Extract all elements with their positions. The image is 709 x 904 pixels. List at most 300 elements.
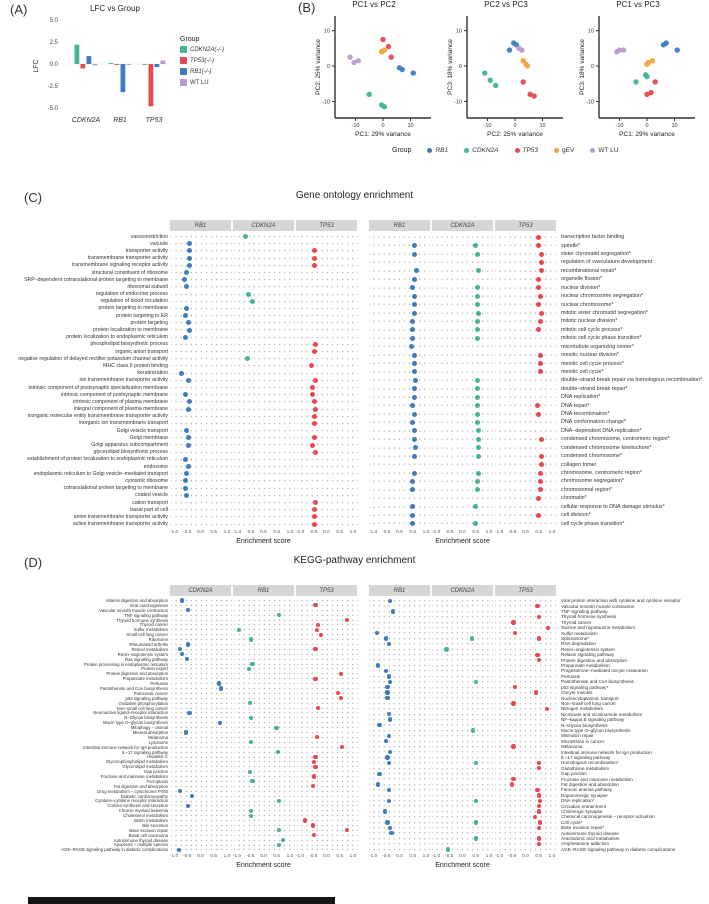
go-term-label: chromosome, centromeric region* [561,470,642,477]
go-term-row [369,309,702,317]
go-term-label: Golgi vesicle transport [116,427,168,434]
facet-axis [432,853,493,860]
facet-cell [369,317,430,325]
axis-tick: 1.0 [548,854,556,860]
axis-tick: -0.5 [309,529,318,535]
enrichment-dot [391,609,395,613]
facet-cell [171,262,232,269]
facet-cell [369,233,430,241]
facet-cell [171,269,232,276]
facet-cell [432,519,493,527]
facet-cell [171,463,232,470]
go-term-label: cellular response to DNA damage stimulus* [561,503,665,510]
facet-cell [297,247,358,254]
svg-text:0: 0 [645,123,649,129]
facet-header: TP53 [296,220,357,231]
go-term-label: condensed chromosome kinetochore* [561,444,652,451]
facet-cell [432,486,493,494]
legend-label: RB1 [435,147,449,154]
axis-tick: 0.0 [459,529,466,535]
facet-axis [296,853,357,860]
facet-cell [495,233,556,241]
axis-tick: 0.5 [409,854,417,860]
pathway-label: Ras signaling pathway [125,656,168,662]
pca-point [389,54,394,59]
facet-cell [432,317,493,325]
axis-tick: -1.0 [232,854,242,860]
go-term-row [4,370,360,377]
axis-tick: 0.0 [197,854,204,860]
svg-text:-10: -10 [483,123,492,129]
enrichment-dot [312,349,317,354]
facet-cell [171,283,232,290]
facet-cell [369,342,430,350]
enrichment-dot [410,513,415,518]
facet-cell [432,444,493,452]
facet-cell [297,463,358,470]
enrichment-dot [277,613,281,617]
enrichment-dot [245,356,250,361]
enrichment-dot [186,320,191,325]
enrichment-dot [536,235,541,240]
facet-cell [297,298,358,305]
svg-text:-10: -10 [322,99,330,106]
go-term-row [4,449,360,456]
facet-cell [297,413,358,420]
go-term-label: intrinsic component of postsynaptic membrane [61,391,168,398]
legend-title: Group [392,147,412,154]
facet-cell [432,351,493,359]
go-term-row [369,342,702,350]
go-term-label: active transmembrane transporter activity [72,521,168,528]
axis-tick: -1.0 [295,854,305,860]
pathway-label: Mineral absorption [132,730,168,735]
facet-cell [171,477,232,484]
go-term-label: vasoconstriction [130,233,168,240]
legend-item [515,147,539,154]
axis-tick: 1.0 [485,854,493,860]
axis-tick: -1.0 [295,529,305,535]
pathway-label: N–Glycan biosynthesis [124,715,168,721]
enrichment-dot [186,642,190,646]
go-term-row [369,376,702,384]
pca-plot-svg [445,12,567,140]
enrichment-dot [412,395,417,400]
facet-cell [234,477,295,484]
go-term-row [369,275,702,283]
pathway-label: Vitamin digestion and absorption [105,597,168,603]
axis-tick: 0.5 [273,529,281,535]
svg-text:0: 0 [326,64,330,70]
lfc-bar-chart [8,10,178,145]
enrichment-dot [412,437,417,442]
svg-text:-10: -10 [351,123,360,129]
panel-d-letter: (D) [24,555,43,570]
enrichment-dot [388,750,392,754]
go-term-label: meiotic cell cycle* [561,368,604,375]
enrichment-dot [474,836,478,840]
facet-cell [234,513,295,520]
pathway-label: Cell cycle* [561,819,583,825]
facet-cell [495,351,556,359]
pathway-label: NF–kappa B signaling pathway [561,717,625,723]
facet-cell [297,312,358,319]
go-term-row [4,413,360,420]
facet-cell [495,309,556,317]
svg-text:RB1: RB1 [113,117,127,124]
pathway-label: Melanoma [561,744,583,750]
enrichment-dot [410,285,415,290]
pca-point [644,74,649,79]
enrichment-dot [190,794,194,798]
enrichment-dot [538,820,542,824]
facet-cell [432,258,493,266]
facet-cell [234,441,295,448]
lfc-bar [93,64,98,65]
axis-tick: -0.5 [183,854,192,860]
pathway-label: Protein export [141,666,168,672]
facet-cell [171,312,232,319]
go-term-label: organelle fission* [561,276,603,283]
pathway-label: Propanoate metabolism [561,663,610,669]
facet-cell [432,393,493,401]
facet-cell [495,847,556,852]
facet-cell [297,255,358,262]
facet-header: RB1 [369,220,430,231]
pca-point [482,70,487,75]
axis-tick: 0.5 [472,529,480,535]
enrichment-dot [311,784,315,788]
facet-cell [171,326,232,333]
go-term-row [369,477,702,485]
pathway-label: Lysosome [148,739,168,745]
facet-cell [297,326,358,333]
enrichment-dot [312,833,316,837]
pca-plot [445,0,567,145]
enrichment-dot [312,248,317,253]
go-term-label: condensed chromosome, centromeric region* [561,436,670,443]
enrichment-dot [377,772,381,776]
enrichment-dot [410,479,415,484]
facet-cell [495,452,556,460]
go-term-row [4,485,360,492]
pathway-label: Mismatch repair [561,733,594,739]
axis-tick: 0.0 [459,854,466,860]
pathway-label: Spliceosome* [561,636,590,642]
facet-cell [369,519,430,527]
pathway-label: Ribosome [148,637,168,643]
facet-cell [495,334,556,342]
pathway-label: Vascular smooth muscle contraction [99,607,168,613]
enrichment-dot [537,636,541,640]
facet-cell [171,305,232,312]
enrichment-dot [313,765,317,769]
svg-text:10: 10 [455,28,462,35]
go-term-label: nuclear chromosome* [561,301,614,308]
go-term-label: establishment of protein localization to endoplasmic reticulum [27,456,168,463]
pathway-label: Renin–angiotensin system [561,646,615,652]
enrichment-dot [187,399,192,404]
svg-text:0.0: 0.0 [49,62,58,68]
facet-cell [432,241,493,249]
go-term-row [4,233,360,240]
go-term-row [4,341,360,348]
legend-label: TP53 [522,147,539,154]
enrichment-dot [187,256,192,261]
axis-tick: -1.0 [232,529,242,535]
enrichment-dot [536,302,541,307]
facet-cell [432,469,493,477]
svg-text:TP53: TP53 [145,117,163,124]
enrichment-dot [274,726,278,730]
enrichment-dot [187,241,192,246]
enrichment-dot [277,799,281,803]
enrichment-dot [536,327,541,332]
facet-cell [495,494,556,502]
enrichment-dot [183,392,188,397]
axis-tick: -0.5 [183,529,192,535]
enrichment-dot [539,311,544,316]
enrichment-dot [184,471,189,476]
pathway-label: Vascular smooth muscle contraction [561,603,635,609]
enrichment-dot [384,669,388,673]
facet-cell [234,449,295,456]
enrichment-dot [537,658,541,662]
axis-tick: 0.5 [336,854,344,860]
facet-cell [432,275,493,283]
axis-tick: -0.5 [508,854,517,860]
pca-point [675,47,680,52]
lfc-bar [115,64,120,65]
enrichment-dot [410,327,415,332]
enrichment-dot [474,799,478,803]
pca-plot [577,0,699,145]
go-term-row [369,317,702,325]
facet-cell [432,376,493,384]
facet-cell [369,284,430,292]
axis-tick: 0.5 [535,854,543,860]
go-term-row [369,359,702,367]
enrichment-dot [476,471,481,476]
axis-tick: 1.0 [349,529,357,535]
facet-cell [297,470,358,477]
enrichment-dot [388,599,392,603]
lfc-bar [149,64,154,106]
axis-tick: 1.0 [223,854,231,860]
enrichment-dot [387,734,391,738]
enrichment-dot [237,628,241,632]
go-term-row [369,258,702,266]
facet-cell [495,393,556,401]
enrichment-dot [385,755,389,759]
pca-point [356,58,361,63]
enrichment-dot [385,820,389,824]
facet-cell [171,247,232,254]
go-term-row [4,283,360,290]
enrichment-dot [183,335,188,340]
enrichment-dot [313,407,318,412]
go-term-label: chromatin* [561,495,587,502]
facet-cell [171,449,232,456]
go-term-row [4,362,360,369]
go-term-row [4,463,360,470]
enrichment-dot [545,707,549,711]
facet-cell [234,276,295,283]
facet-cell [297,319,358,326]
axis-tick: -1.0 [368,529,378,535]
facet-cell [432,233,493,241]
pca-plot-svg [577,12,699,140]
enrichment-dot [476,428,481,433]
go-term-row [369,393,702,401]
facet-axis [495,529,556,536]
enrichment-dot [249,716,253,720]
go-term-label: meiotic cell cycle process* [561,360,624,367]
pathway-label: AGE–RAGE signaling pathway in diabetic complications [561,846,676,852]
facet-cell [171,406,232,413]
enrichment-dot [476,268,481,273]
facet-cell [234,233,295,240]
facet-cell [432,418,493,426]
facet-cell [495,418,556,426]
lfc-bar [109,63,114,64]
axis-tick: -0.5 [382,854,391,860]
facet-header-row [369,585,681,596]
enrichment-dot [387,761,391,765]
go-term-label: chromosomal region* [561,486,612,493]
go-term-row [369,368,702,376]
enrichment-dot [536,412,541,417]
axis-tick: 1.0 [422,854,430,860]
pca-plot-title: PC2 vs PC3 [484,0,528,9]
enrichment-dot [182,277,187,282]
enrichment-dot [536,243,541,248]
facet-cell [432,250,493,258]
enrichment-dot [184,428,189,433]
enrichment-dot [412,252,417,257]
enrichment-dot [249,637,253,641]
legend-label: CDKN2A(-/-) [190,46,224,53]
bar-chart-legend [180,36,224,90]
facet-cell [432,326,493,334]
lfc-bar [75,45,80,64]
facet-cell [369,847,430,852]
go-term-label: microtubule organizing center* [561,343,634,350]
facet-cell [432,401,493,409]
pathway-label: Pancreatic cancer [133,690,168,696]
facet-header-row [170,220,360,231]
axis-tick: -1.0 [169,529,179,535]
go-term-label: cotranslational protein targeting to membrane [63,485,168,492]
facet-cell [432,292,493,300]
go-term-label: spindle* [561,242,581,249]
enrichment-dot [410,420,415,425]
facet-cell [297,384,358,391]
enrichment-dot [277,828,281,832]
facet-cell [369,460,430,468]
go-term-label: recombinational repair* [561,267,617,274]
facet-cell [297,334,358,341]
facet-cell [234,348,295,355]
facet-cell [171,391,232,398]
facet-cell [495,503,556,511]
facet-axis [170,853,231,860]
enrichment-dot [217,681,221,685]
pathway-label: p53 signaling pathway* [561,684,609,690]
legend-swatch [180,68,187,75]
facet-cell [234,334,295,341]
facet-cell [171,291,232,298]
axis-tick: 0.5 [210,854,218,860]
go-term-row [4,247,360,254]
facet-cell [171,355,232,362]
pca-point [664,40,669,45]
enrichment-dot [537,793,541,797]
go-term-label: transmembrane transporter activity [87,255,168,262]
pca-plot-title: PC1 vs PC2 [352,0,396,9]
enrichment-dot [389,831,393,835]
enrichment-dot [475,420,480,425]
pathway-label: Relaxin signaling pathway [561,652,615,658]
go-term-label: intrinsic component of plasma membrane [73,398,168,405]
pathway-label: Hepatitis C [146,754,168,760]
enrichment-dot [186,435,191,440]
facet-cell [297,291,358,298]
go-term-row [4,441,360,448]
enrichment-dot [546,626,550,630]
pathway-label: Neuroactive ligand–receptor interaction [93,710,168,716]
pathway-label: Renin–angiotensin system [117,651,168,657]
enrichment-dot [475,336,480,341]
svg-text:10: 10 [407,123,414,129]
pathway-label: Gap junction [561,771,587,777]
enrichment-dot [281,838,285,842]
enrichment-dot [470,636,474,640]
facet-cell [432,267,493,275]
pathway-label: Thyroid hormone synthesis [116,617,168,623]
enrichment-dot [539,260,544,265]
enrichment-dot [183,457,188,462]
pathway-label: Autoimmune thyroid disease [561,830,619,836]
go-term-label: organic anion transport [114,348,168,355]
go-term-row [369,326,702,334]
enrichment-dot [539,437,544,442]
enrichment-dot [476,445,481,450]
facet-cell [369,309,430,317]
enrichment-dot [412,302,417,307]
facet-cell [234,420,295,427]
facet-header: RB1 [369,585,430,596]
enrichment-dot [184,493,189,498]
facet-cell [432,460,493,468]
pathway-label: Small cell lung cancer [126,632,168,638]
pca-point [621,47,626,52]
facet-cell [297,847,358,852]
go-term-row [4,312,360,319]
axis-tick: 0.0 [197,529,204,535]
enrichment-dot [476,437,481,442]
go-term-label: condensed chromosome* [561,453,623,460]
enrichment-dot [313,755,317,759]
enrichment-dot [384,739,388,743]
axis-tick: -1.0 [494,529,504,535]
enrichment-dot [412,294,417,299]
facet-cell [297,506,358,513]
enrichment-dot [537,809,541,813]
facet-cell [234,463,295,470]
facet-cell [369,368,430,376]
enrichment-dot [412,412,417,417]
